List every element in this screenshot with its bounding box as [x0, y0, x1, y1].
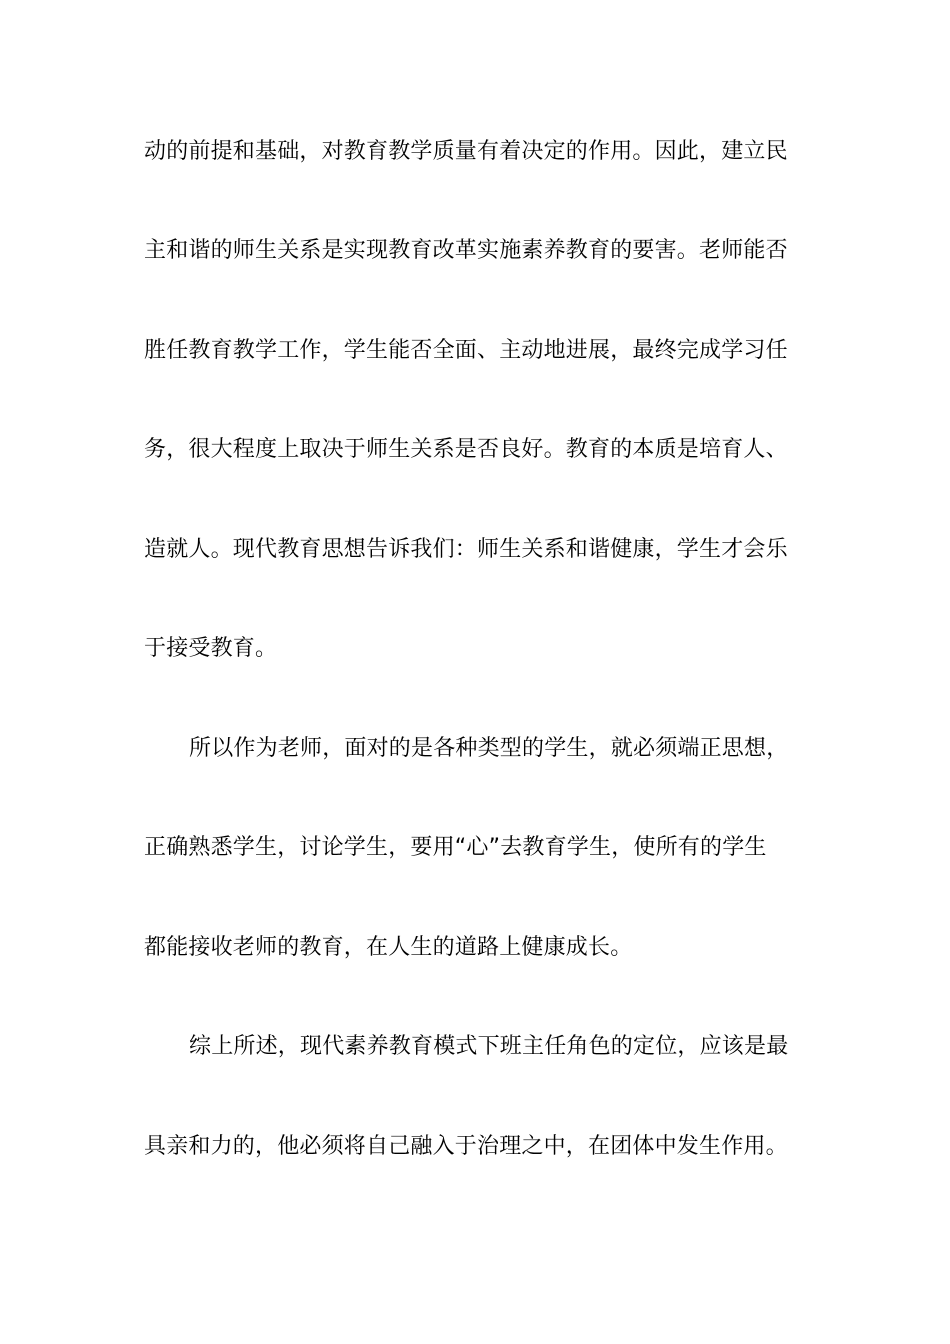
text-line: 务，很大程度上取决于师生关系是否良好。教育的本质是培育人、	[144, 437, 788, 462]
text-line: 造就人。现代教育思想告诉我们：师生关系和谐健康，学生才会乐	[144, 537, 788, 562]
text-line: 胜任教育教学工作，学生能否全面、主动地进展，最终完成学习任	[144, 338, 788, 363]
text-line: 都能接收老师的教育，在人生的道路上健康成长。	[144, 935, 633, 960]
text-line: 具亲和力的，他必须将自己融入于治理之中，在团体中发生作用。	[144, 1134, 788, 1159]
text-line: 主和谐的师生关系是实现教育改革实施素养教育的要害。老师能否	[144, 238, 788, 263]
text-line: 动的前提和基础，对教育教学质量有着决定的作用。因此，建立民	[144, 139, 788, 164]
paragraph-start-line: 所以作为老师，面对的是各种类型的学生，就必须端正思想，	[189, 736, 789, 761]
text-line: 正确熟悉学生，讨论学生，要用“心”去教育学生，使所有的学生	[144, 835, 767, 860]
text-line: 于接受教育。	[144, 636, 278, 661]
paragraph-start-line: 综上所述，现代素养教育模式下班主任角色的定位，应该是最	[189, 1034, 789, 1059]
